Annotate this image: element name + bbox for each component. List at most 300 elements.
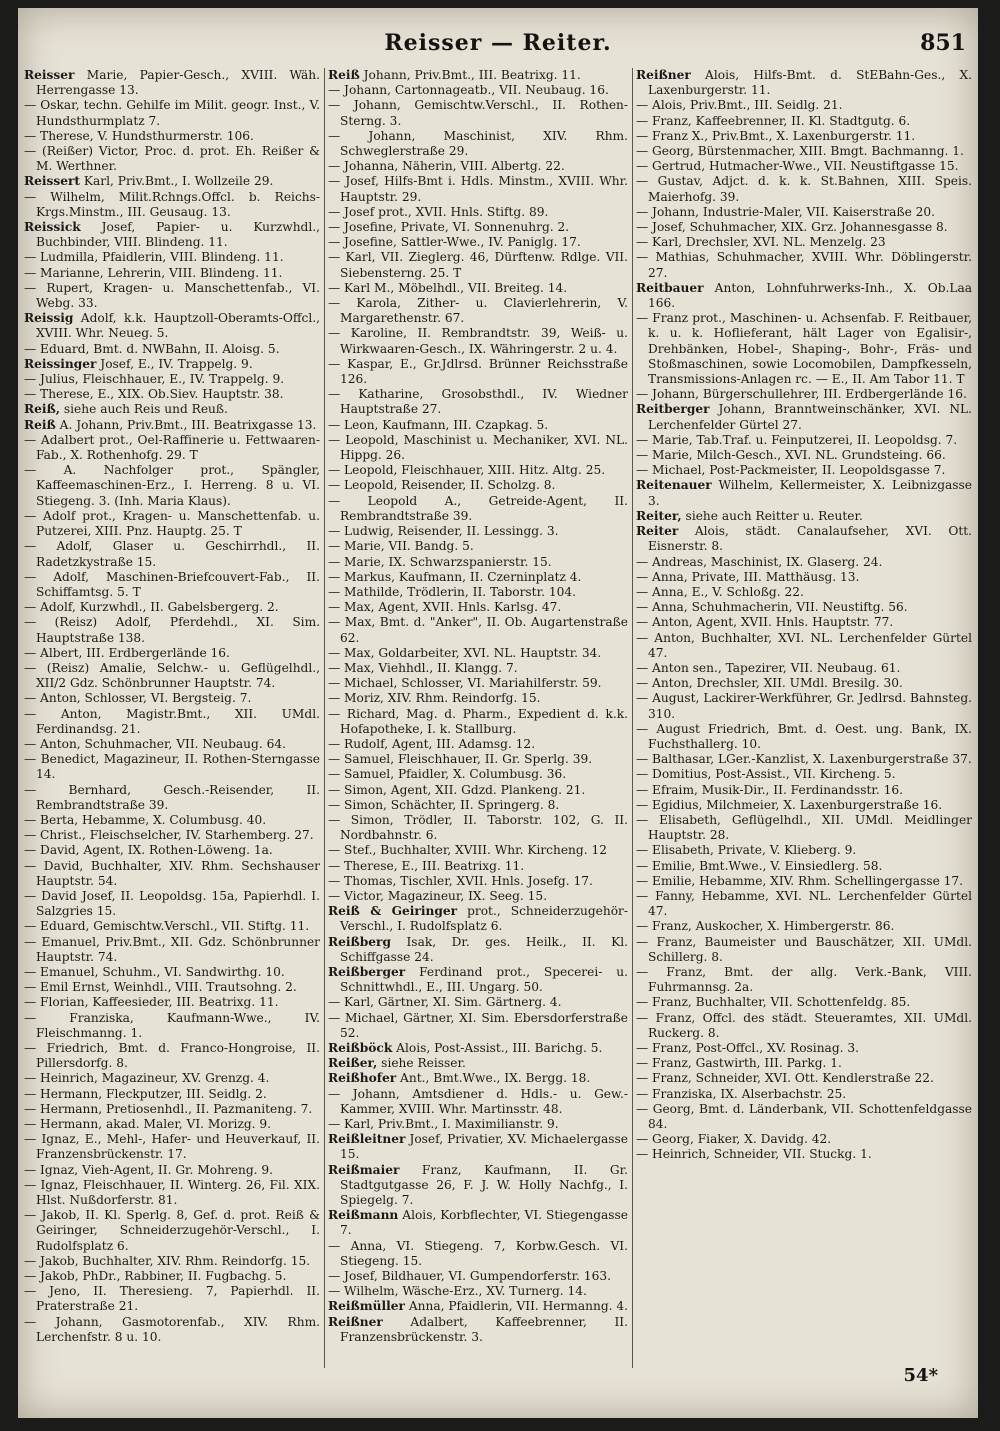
directory-entry	[636, 509, 972, 524]
directory-entry	[636, 1056, 972, 1071]
directory-entry	[328, 1056, 628, 1071]
directory-entry	[328, 843, 628, 858]
directory-entry	[636, 843, 972, 858]
entry-surname: Reißmüller	[328, 1299, 405, 1314]
entry-text: — Josef, Bildhauer, VI. Gumpendorferstr. 163.	[328, 1269, 611, 1284]
directory-entry	[328, 478, 628, 493]
directory-entry	[636, 205, 972, 220]
directory-entry	[328, 357, 628, 387]
entry-surname: Reißberger	[328, 964, 406, 979]
entry-text: — Georg, Fiaker, X. Davidg. 42.	[636, 1132, 832, 1147]
directory-entry	[24, 1041, 320, 1071]
entry-text: — Josef, Schuhmacher, XIX. Grz. Johannesgasse 8.	[636, 220, 948, 235]
entry-text: Alois, Post-Assist., III. Barichg. 5.	[392, 1041, 603, 1055]
entry-text: — Karl, Drechsler, XVI. NL. Menzelg. 23	[636, 235, 886, 250]
directory-entry	[328, 418, 628, 433]
entry-text: — (Reißer) Victor, Proc. d. prot. Eh. Reißer & M. Werthner.	[24, 144, 320, 174]
directory-entry	[636, 965, 972, 995]
entry-text: — Andreas, Maschinist, IX. Glaserg. 24.	[636, 554, 883, 569]
entry-text: — Max, Agent, XVII. Hnls. Karlsg. 47.	[328, 600, 562, 615]
directory-entry	[636, 813, 972, 843]
directory-entry	[636, 129, 972, 144]
entry-surname: Reiß,	[24, 402, 61, 417]
directory-entry	[328, 904, 628, 934]
directory-entry	[328, 159, 628, 174]
directory-entry	[24, 737, 320, 752]
directory-entry	[24, 174, 320, 189]
directory-page	[18, 8, 978, 1418]
directory-entry	[24, 129, 320, 144]
directory-entry	[636, 281, 972, 311]
entry-surname: Reiß	[24, 417, 56, 432]
directory-entry	[24, 843, 320, 858]
directory-entry	[636, 235, 972, 250]
entry-surname: Reissert	[24, 174, 81, 189]
directory-entry	[24, 190, 320, 220]
directory-entry	[328, 555, 628, 570]
entry-text: — Heinrich, Schneider, VII. Stuckg. 1.	[636, 1147, 872, 1162]
entry-text: Alois, Korbflechter, VI. Stiegengasse 7.	[340, 1208, 628, 1238]
directory-entry	[24, 691, 320, 706]
entry-text: Isak, Dr. ges. Heilk., II. Kl. Schiffgasse 24.	[340, 934, 628, 964]
entry-text: siehe Reisser.	[377, 1056, 466, 1071]
entry-text: — (Reisz) Adolf, Pferdehdl., XI. Sim. Hauptstraße 138.	[24, 615, 320, 645]
entry-surname: Reißleitner	[328, 1132, 406, 1147]
directory-entry	[328, 129, 628, 159]
directory-entry	[24, 357, 320, 372]
directory-entry	[24, 752, 320, 782]
directory-entry	[328, 1208, 628, 1238]
directory-entry	[328, 1315, 628, 1345]
entry-text: — Franziska, Kaufmann-Wwe., IV. Fleischmanng. 1.	[24, 1010, 320, 1040]
directory-entry	[24, 1011, 320, 1041]
directory-entry	[328, 463, 628, 478]
entry-text: Alois, städt. Canalaufseher, XVI. Ott. Eisnerstr. 8.	[648, 524, 972, 554]
entry-text: — Franz prot., Maschinen- u. Achsenfab. F. Reitbauer, k. u. k. Hoflieferant, hält Lager von Egalisir-, Drehbänken, Hobel-, Shaping-, Bohr-, Fräs- und Stoßmaschinen, sowie Locomobilen, Dampfkesseln, Transmissions-Anlagen rc. — E., II. Am Tabor 11. T	[636, 311, 972, 387]
directory-columns	[24, 68, 974, 1388]
entry-text: Wilhelm, Kellermeister, X. Leibnizgasse 3.	[648, 478, 972, 508]
entry-text: — Leon, Kaufmann, III. Czapkag. 5.	[328, 417, 549, 432]
entry-text: — Mathias, Schuhmacher, XVIII. Whr. Döblingerstr. 27.	[636, 250, 972, 280]
directory-entry	[24, 1284, 320, 1314]
directory-entry	[328, 68, 628, 83]
entry-text: — Simon, Trödler, II. Taborstr. 102, G. II. Nordbahnstr. 6.	[328, 812, 628, 843]
directory-entry	[24, 433, 320, 463]
directory-entry	[24, 1163, 320, 1178]
entry-text: — Anton, Magistr.Bmt., XII. UMdl. Ferdinandsg. 21.	[24, 706, 320, 736]
directory-entry	[24, 250, 320, 265]
entry-text: — Max, Bmt. d. "Anker", II. Ob. Augartenstraße 62.	[328, 615, 628, 645]
directory-entry	[636, 661, 972, 676]
directory-entry	[328, 752, 628, 767]
entry-surname: Reiter	[636, 524, 679, 539]
directory-entry	[24, 859, 320, 889]
directory-entry	[636, 1102, 972, 1132]
entry-surname: Reitbauer	[636, 280, 704, 295]
directory-entry	[24, 418, 320, 433]
page-header	[18, 30, 978, 60]
directory-entry	[636, 402, 972, 432]
entry-text: — Christ., Fleischselcher, IV. Starhemberg. 27.	[24, 828, 314, 843]
directory-entry	[636, 889, 972, 919]
directory-entry	[328, 615, 628, 645]
directory-entry	[328, 1132, 628, 1162]
entry-text: — Ignaz, Fleischhauer, II. Winterg. 26, Fil. XIX. Hlst. Nußdorferstr. 81.	[24, 1177, 320, 1208]
entry-text: — David Josef, II. Leopoldsg. 15a, Papierhdl. I. Salzgries 15.	[24, 888, 320, 919]
directory-entry	[24, 1102, 320, 1117]
running-title: Reisser — Reiter.	[384, 30, 612, 56]
entry-text: — Georg, Bürstenmacher, XIII. Bmgt. Bachmanng. 1.	[636, 144, 964, 159]
directory-entry	[24, 935, 320, 965]
entry-text: — Ignaz, Vieh-Agent, II. Gr. Mohreng. 9.	[24, 1162, 274, 1177]
entry-surname: Reitenauer	[636, 478, 712, 493]
directory-entry	[328, 889, 628, 904]
entry-text: — August Friedrich, Bmt. d. Oest. ung. Bank, IX. Fuchsthallerg. 10.	[636, 721, 972, 751]
directory-entry	[328, 83, 628, 98]
directory-entry	[328, 813, 628, 843]
entry-text: — Eduard, Gemischtw.Verschl., VII. Stiftg. 11.	[24, 919, 310, 934]
directory-entry	[24, 1254, 320, 1269]
entry-text: — David, Buchhalter, XIV. Rhm. Sechshauser Hauptstr. 54.	[24, 858, 320, 888]
directory-entry	[636, 68, 972, 98]
entry-text: — Samuel, Pfaidler, X. Columbusg. 36.	[328, 767, 567, 782]
directory-entry	[328, 646, 628, 661]
directory-entry	[636, 631, 972, 661]
entry-text: — Anna, Schuhmacherin, VII. Neustiftg. 56.	[636, 600, 908, 615]
column-2	[328, 68, 628, 1388]
entry-text: — Gustav, Adjct. d. k. k. St.Bahnen, XIII. Speis. Maierhofg. 39.	[636, 174, 972, 204]
entry-text: — Anton, Buchhalter, XVI. NL. Lerchenfelder Gürtel 47.	[636, 630, 972, 660]
entry-text: — Franz, Kaffeebrenner, II. Kl. Stadtgutg. 6.	[636, 113, 911, 128]
entry-text: — Leopold, Fleischhauer, XIII. Hitz. Altg. 25.	[328, 463, 606, 478]
entry-text: — Eduard, Bmt. d. NWBahn, II. Aloisg. 5.	[24, 341, 280, 356]
entry-text: — Josef, Hilfs-Bmt i. Hdls. Minstm., XVIII. Whr. Hauptstr. 29.	[328, 174, 628, 204]
entry-text: — Wilhelm, Milit.Rchngs.Offcl. b. Reichs-Krgs.Minstm., III. Geusaug. 13.	[24, 189, 320, 219]
entry-surname: Reissick	[24, 220, 81, 235]
entry-surname: Reißberg	[328, 934, 391, 949]
entry-text: — Mathilde, Trödlerin, II. Taborstr. 104.	[328, 584, 576, 599]
entry-text: Ferdinand prot., Specerei- u. Schnittwhdl., E., III. Ungarg. 50.	[340, 964, 628, 995]
directory-entry	[636, 144, 972, 159]
entry-text: — Johann, Maschinist, XIV. Rhm. Schweglerstraße 29.	[328, 128, 628, 159]
entry-surname: Reißmaier	[328, 1162, 400, 1177]
directory-entry	[328, 494, 628, 524]
directory-entry	[636, 691, 972, 721]
entry-surname: Reitberger	[636, 402, 710, 417]
directory-entry	[636, 448, 972, 463]
directory-entry	[636, 783, 972, 798]
entry-text: Ant., Bmt.Wwe., IX. Bergg. 18.	[396, 1071, 591, 1086]
directory-entry	[328, 995, 628, 1010]
entry-text: — Alois, Priv.Bmt., III. Seidlg. 21.	[636, 98, 843, 113]
entry-text: — Bernhard, Gesch.-Reisender, II. Rembrandtstraße 39.	[24, 782, 320, 812]
directory-entry	[328, 174, 628, 204]
entry-text: — Karoline, II. Rembrandtstr. 39, Weiß- u. Wirkwaaren-Gesch., IX. Währingerstr. 2 u. 4.	[328, 326, 628, 356]
directory-entry	[328, 783, 628, 798]
directory-entry	[24, 144, 320, 174]
directory-entry	[636, 1071, 972, 1086]
directory-entry	[328, 600, 628, 615]
directory-entry	[328, 539, 628, 554]
entry-text: — Jeno, II. Theresieng. 7, Papierhdl. II. Praterstraße 21.	[24, 1284, 320, 1314]
entry-surname: Reisser	[24, 68, 75, 82]
entry-text: — Johann, Amtsdiener d. Hdls.- u. Gew.-Kammer, XVIII. Whr. Martinsstr. 48.	[328, 1086, 628, 1116]
directory-entry	[636, 1132, 972, 1147]
entry-text: — Anna, Private, III. Matthäusg. 13.	[636, 569, 860, 584]
directory-entry	[636, 524, 972, 554]
directory-entry	[24, 615, 320, 645]
entry-text: — Emilie, Bmt.Wwe., V. Einsiedlerg. 58.	[636, 858, 883, 873]
directory-entry	[636, 585, 972, 600]
directory-entry	[328, 676, 628, 691]
entry-text: — Jakob, PhDr., Rabbiner, II. Fugbachg. 5.	[24, 1269, 287, 1284]
entry-text: — Emil Ernst, Weinhdl., VIII. Trautsohng. 2.	[24, 980, 297, 995]
entry-text: — Jakob, Buchhalter, XIV. Rhm. Reindorfg. 15.	[24, 1253, 311, 1268]
entry-text: — Katharine, Grosobsthdl., IV. Wiedner Hauptstraße 27.	[328, 387, 628, 417]
entry-text: — Marie, Milch-Gesch., XVI. NL. Grundsteing. 66.	[636, 448, 946, 463]
directory-entry	[24, 965, 320, 980]
directory-entry	[24, 281, 320, 311]
entry-text: — Max, Viehhdl., II. Klangg. 7.	[328, 660, 518, 675]
entry-surname: Reißmann	[328, 1208, 399, 1223]
entry-text: — Emanuel, Priv.Bmt., XII. Gdz. Schönbrunner Hauptstr. 74.	[24, 934, 320, 964]
directory-entry	[24, 266, 320, 281]
entry-text: — Victor, Magazineur, IX. Seeg. 15.	[328, 888, 548, 903]
entry-text: — Michael, Schlosser, VI. Mariahilferstr. 59.	[328, 676, 602, 691]
directory-entry	[24, 220, 320, 250]
entry-surname: Reißer,	[328, 1056, 378, 1071]
directory-entry	[24, 68, 320, 98]
directory-entry	[328, 874, 628, 889]
directory-entry	[24, 995, 320, 1010]
entry-text: — Michael, Gärtner, XI. Sim. Ebersdorferstraße 52.	[328, 1010, 628, 1040]
directory-entry	[328, 205, 628, 220]
directory-entry	[636, 919, 972, 934]
entry-surname: Reiß & Geiringer	[328, 904, 458, 919]
entry-surname: Reiß	[328, 68, 360, 82]
directory-entry	[328, 1071, 628, 1086]
directory-entry	[328, 707, 628, 737]
entry-surname: Reißner	[636, 68, 691, 82]
entry-text: — Julius, Fleischhauer, E., IV. Trappelg. 9.	[24, 372, 285, 387]
entry-text: — Therese, V. Hundsthurmerstr. 106.	[24, 128, 254, 143]
sheet-signature: 54*	[903, 1365, 938, 1386]
directory-entry	[24, 828, 320, 843]
entry-text: — Efraim, Musik-Dir., II. Ferdinandsstr. 16.	[636, 782, 904, 797]
entry-text: Anton, Lohnfuhrwerks-Inh., X. Ob.Laa 166.	[648, 280, 972, 311]
directory-entry	[328, 798, 628, 813]
directory-entry	[328, 570, 628, 585]
directory-entry	[636, 1041, 972, 1056]
entry-text: — A. Nachfolger prot., Spängler, Kaffeemaschinen-Erz., I. Herreng. 8 u. VI. Stiegeng. 3. (Inh. Maria Klaus).	[24, 463, 320, 508]
entry-text: — Anton sen., Tapezirer, VII. Neubaug. 61.	[636, 660, 901, 675]
directory-entry	[636, 478, 972, 508]
entry-text: Franz, Kaufmann, II. Gr. Stadtgutgasse 26, F. J. W. Holly Nachfg., I. Spiegelg. 7.	[340, 1162, 628, 1208]
entry-text: — Adolf prot., Kragen- u. Manschettenfab. u. Putzerei, XIII. Pnz. Hauptg. 25. T	[24, 508, 320, 539]
directory-entry	[328, 326, 628, 356]
entry-text: — Anton, Drechsler, XII. UMdl. Bresilg. 30.	[636, 676, 903, 691]
entry-text: — Albert, III. Erdbergerlände 16.	[24, 645, 230, 660]
entry-text: — Gertrud, Hutmacher-Wwe., VII. Neustiftgasse 15.	[636, 159, 959, 174]
entry-text: — Ludwig, Reisender, II. Lessingg. 3.	[328, 524, 559, 539]
directory-entry	[328, 98, 628, 128]
entry-text: — Emanuel, Schuhm., VI. Sandwirthg. 10.	[24, 964, 285, 979]
entry-text: — (Reisz) Amalie, Selchw.- u. Geflügelhdl., XII/2 Gdz. Schönbrunner Hauptstr. 74.	[24, 660, 320, 691]
entry-text: — Adolf, Kurzwhdl., II. Gabelsbergerg. 2.	[24, 600, 279, 615]
entry-text: — Simon, Schächter, II. Springerg. 8.	[328, 797, 560, 812]
directory-entry	[328, 524, 628, 539]
entry-text: — Anton, Agent, XVII. Hnls. Hauptstr. 77.	[636, 615, 894, 630]
entry-text: — Anton, Schlosser, VI. Bergsteig. 7.	[24, 691, 252, 706]
entry-text: — Markus, Kaufmann, II. Czerninplatz 4.	[328, 569, 582, 584]
directory-entry	[24, 813, 320, 828]
directory-entry	[24, 661, 320, 691]
entry-text: — Franz, Buchhalter, VII. Schottenfeldg. 85.	[636, 995, 911, 1010]
entry-text: — Franz, Offcl. des städt. Steueramtes, XII. UMdl. Ruckerg. 8.	[636, 1010, 972, 1040]
directory-entry	[636, 676, 972, 691]
entry-text: — Florian, Kaffeesieder, III. Beatrixg. 11.	[24, 995, 279, 1010]
directory-entry	[24, 1071, 320, 1086]
entry-text: — Karola, Zither- u. Clavierlehrerin, V. Margarethenstr. 67.	[328, 296, 628, 326]
entry-text: — Michael, Post-Packmeister, II. Leopoldsgasse 7.	[636, 463, 946, 478]
directory-entry	[328, 433, 628, 463]
entry-surname: Reißhofer	[328, 1071, 397, 1086]
entry-text: Johann, Branntweinschänker, XVI. NL. Lerchenfelder Gürtel 27.	[648, 402, 972, 432]
directory-entry	[328, 585, 628, 600]
entry-text: — Hermann, Fleckputzer, III. Seidlg. 2.	[24, 1086, 267, 1101]
entry-text: — Adolf, Glaser u. Geschirrhdl., II. Radetzkystraße 15.	[24, 539, 320, 569]
directory-entry	[636, 555, 972, 570]
directory-entry	[636, 935, 972, 965]
entry-text: — Egidius, Milchmeier, X. Laxenburgerstraße 16.	[636, 797, 943, 812]
directory-entry	[24, 1208, 320, 1254]
directory-entry	[636, 1147, 972, 1162]
entry-text: — Heinrich, Magazineur, XV. Grenzg. 4.	[24, 1071, 270, 1086]
entry-text: Alois, Hilfs-Bmt. d. StEBahn-Ges., X. Laxenburgerstr. 11.	[648, 68, 972, 98]
entry-surname: Reissig	[24, 311, 74, 326]
directory-entry	[24, 570, 320, 600]
directory-entry	[328, 1239, 628, 1269]
directory-entry	[24, 1117, 320, 1132]
directory-entry	[24, 1132, 320, 1162]
entry-text: — Marianne, Lehrerin, VIII. Blindeng. 11.	[24, 265, 283, 280]
entry-text: — Kaspar, E., Gr.Jdlrsd. Brünner Reichsstraße 126.	[328, 356, 628, 387]
directory-entry	[636, 311, 972, 387]
entry-text: — Adolf, Maschinen-Briefcouvert-Fab., II. Schiffamtsg. 5. T	[24, 569, 320, 599]
entry-text: prot., Schneiderzugehör-Verschl., I. Rudolfsplatz 6.	[340, 904, 628, 934]
directory-entry	[636, 570, 972, 585]
entry-text: — Johann, Industrie-Maler, VII. Kaiserstraße 20.	[636, 204, 936, 219]
entry-surname: Reißner	[328, 1314, 383, 1329]
entry-text: — Franz, Gastwirth, III. Parkg. 1.	[636, 1056, 842, 1071]
directory-entry	[636, 600, 972, 615]
directory-entry	[636, 859, 972, 874]
directory-entry	[24, 1087, 320, 1102]
directory-entry	[24, 539, 320, 569]
entry-text: Karl, Priv.Bmt., I. Wollzeile 29.	[80, 174, 274, 189]
entry-text: — Stef., Buchhalter, XVIII. Whr. Kircheng. 12	[328, 843, 607, 858]
entry-text: — Rudolf, Agent, III. Adamsg. 12.	[328, 736, 536, 751]
directory-entry	[328, 235, 628, 250]
entry-text: — Josefine, Private, VI. Sonnenuhrg. 2.	[328, 220, 570, 235]
entry-text: — Oskar, techn. Gehilfe im Milit. geogr. Inst., V. Hundsthurmplatz 7.	[24, 98, 320, 128]
directory-entry	[636, 767, 972, 782]
directory-entry	[636, 752, 972, 767]
entry-text: — Rupert, Kragen- u. Manschettenfab., VI. Webg. 33.	[24, 280, 320, 311]
entry-text: — Ludmilla, Pfaidlerin, VIII. Blindeng. 11.	[24, 250, 284, 265]
entry-text: — Berta, Hebamme, X. Columbusg. 40.	[24, 812, 267, 827]
entry-text: — Max, Goldarbeiter, XVI. NL. Hauptstr. 34.	[328, 645, 602, 660]
directory-entry	[24, 387, 320, 402]
entry-text: — Johann, Gemischtw.Verschl., II. Rothen-Sterng. 3.	[328, 98, 628, 128]
directory-entry	[24, 889, 320, 919]
entry-text: Josef, Papier- u. Kurzwhdl., Buchbinder, VIII. Blindeng. 11.	[36, 220, 320, 250]
directory-entry	[24, 311, 320, 341]
entry-text: — Marie, Tab.Traf. u. Feinputzerei, II. Leopoldsg. 7.	[636, 432, 958, 447]
entry-text: — Thomas, Tischler, XVII. Hnls. Josefg. 17.	[328, 873, 593, 888]
entry-text: — Domitius, Post-Assist., VII. Kircheng. 5.	[636, 767, 896, 782]
directory-entry	[636, 114, 972, 129]
entry-text: — Simon, Agent, XII. Gdzd. Plankeng. 21.	[328, 782, 586, 797]
entry-text: siehe auch Reitter u. Reuter.	[681, 508, 863, 523]
directory-entry	[636, 174, 972, 204]
entry-text: — Wilhelm, Wäsche-Erz., XV. Turnerg. 14.	[328, 1284, 587, 1299]
directory-entry	[328, 1117, 628, 1132]
directory-entry	[636, 722, 972, 752]
entry-text: Marie, Papier-Gesch., XVIII. Wäh. Herrengasse 13.	[36, 68, 320, 98]
entry-text: — Therese, E., XIX. Ob.Siev. Hauptstr. 38.	[24, 387, 284, 402]
directory-entry	[636, 1087, 972, 1102]
directory-entry	[328, 1284, 628, 1299]
entry-text: — Johann, Cartonnageatb., VII. Neubaug. 16.	[328, 83, 609, 98]
entry-text: — Elisabeth, Geflügelhdl., XII. UMdl. Meidlinger Hauptstr. 28.	[636, 812, 972, 843]
entry-text: — Therese, E., III. Beatrixg. 11.	[328, 858, 525, 873]
entry-text: — Franz, Bmt. der allg. Verk.-Bank, VIII. Fuhrmannsg. 2a.	[636, 964, 972, 995]
entry-text: — Marie, IX. Schwarzspanierstr. 15.	[328, 554, 552, 569]
entry-text: — Franziska, IX. Alserbachstr. 25.	[636, 1086, 847, 1101]
entry-text: — Ignaz, E., Mehl-, Hafer- und Heuverkauf, II. Franzensbrückenstr. 17.	[24, 1132, 320, 1162]
entry-text: — Anna, E., V. Schloßg. 22.	[636, 584, 804, 599]
entry-text: — Balthasar, LGer.-Kanzlist, X. Laxenburgerstraße 37.	[636, 752, 972, 767]
entry-text: Anna, Pfaidlerin, VII. Hermanng. 4.	[404, 1299, 628, 1314]
entry-text: — Karl M., Möbelhdl., VII. Breiteg. 14.	[328, 280, 568, 295]
entry-text: — Johann, Gasmotorenfab., XIV. Rhm. Lerchenfstr. 8 u. 10.	[24, 1314, 320, 1344]
entry-text: — Franz, Post-Offcl., XV. Rosinag. 3.	[636, 1041, 859, 1055]
entry-text: — Samuel, Fleischhauer, II. Gr. Sperlg. 39.	[328, 752, 593, 767]
entry-text: — Josefine, Sattler-Wwe., IV. Paniglg. 17.	[328, 235, 581, 250]
entry-text: — Hermann, akad. Maler, VI. Morizg. 9.	[24, 1117, 272, 1132]
entry-text: — Karl, VII. Zieglerg. 46, Dürftenw. Rdlge. VII. Siebensterng. 25. T	[328, 250, 628, 280]
directory-entry	[636, 798, 972, 813]
directory-entry	[328, 1269, 628, 1284]
directory-entry	[24, 980, 320, 995]
directory-entry	[24, 509, 320, 539]
directory-entry	[636, 220, 972, 235]
directory-entry	[24, 1178, 320, 1208]
entry-text: — Leopold, Maschinist u. Mechaniker, XVI. NL. Hippg. 26.	[328, 432, 628, 463]
column-3	[636, 68, 972, 1388]
entry-text: — Leopold, Reisender, II. Scholzg. 8.	[328, 478, 556, 493]
entry-text: — Adalbert prot., Oel-Raffinerie u. Fettwaaren-Fab., X. Rothenhofg. 29. T	[24, 432, 320, 463]
entry-text: — Karl, Priv.Bmt., I. Maximilianstr. 9.	[328, 1117, 559, 1132]
directory-entry	[328, 935, 628, 965]
directory-entry	[24, 98, 320, 128]
entry-text: — Hermann, Pretiosenhdl., II. Pazmaniteng. 7.	[24, 1101, 313, 1116]
entry-text: Adalbert, Kaffeebrenner, II. Franzensbrückenstr. 3.	[340, 1314, 628, 1344]
directory-entry	[328, 737, 628, 752]
entry-text: — Franz X., Priv.Bmt., X. Laxenburgerstr. 11.	[636, 128, 916, 143]
column-1	[24, 68, 320, 1388]
